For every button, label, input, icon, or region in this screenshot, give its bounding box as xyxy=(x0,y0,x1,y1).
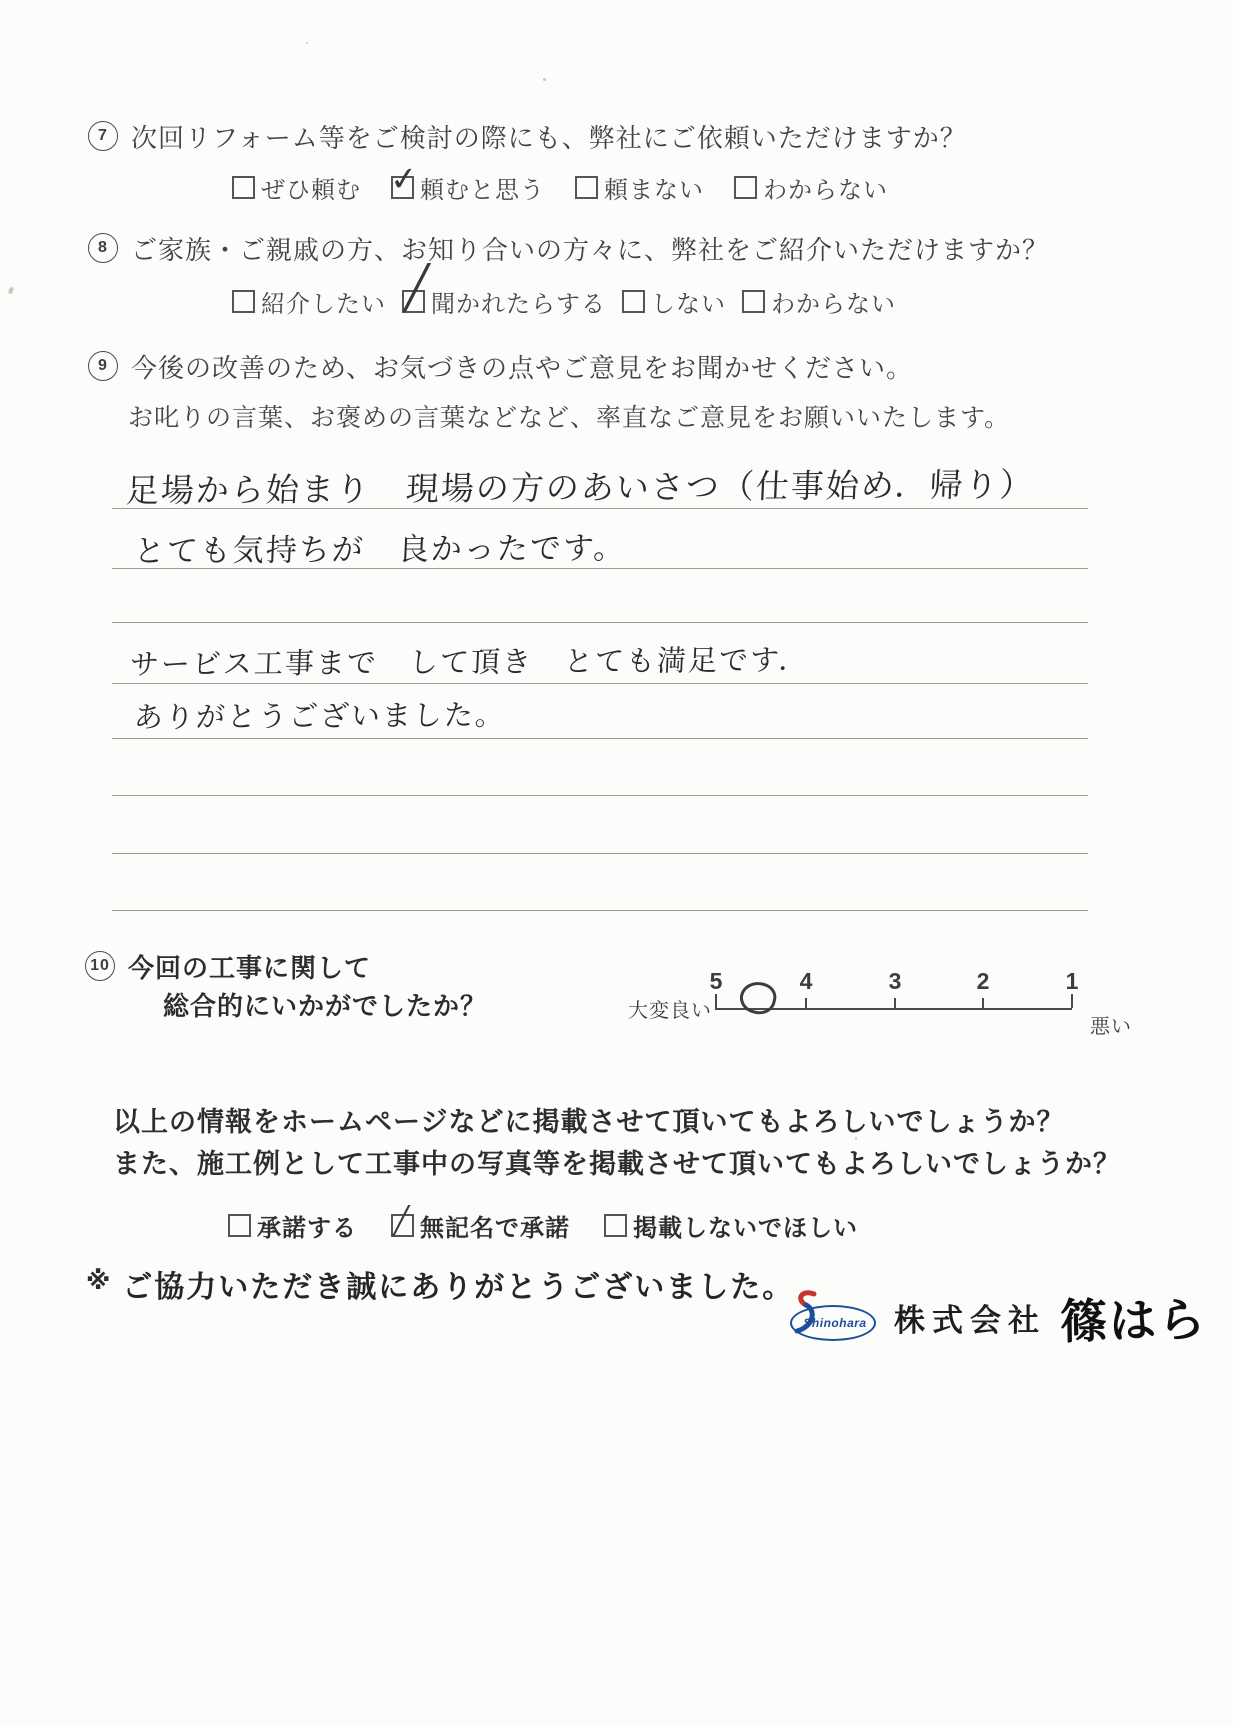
question-8 xyxy=(88,230,1049,267)
check-mark: ╱ xyxy=(393,1206,411,1236)
logo-s-swoosh-icon xyxy=(792,1288,818,1341)
footer-thanks xyxy=(86,1262,794,1306)
check-mark: ✓ xyxy=(388,158,421,199)
logo-wordmark: Shinohara xyxy=(803,1315,867,1330)
scan-speck xyxy=(306,42,308,44)
question-9-number: 9 xyxy=(88,351,118,381)
scale-tick-mark xyxy=(894,998,896,1008)
question-8-options xyxy=(232,264,896,319)
question-8-text: ご家族・ご親戚の方、お知り合いの方々に、弊社をご紹介いただけますか？ xyxy=(131,235,1050,265)
option-wakaranai-7 xyxy=(734,170,888,205)
question-10-number: 10 xyxy=(85,951,115,981)
question-9 xyxy=(88,348,913,385)
checkbox-kikaretara-suru[interactable] xyxy=(402,264,431,313)
footer-thanks-prefix: ※ xyxy=(86,1267,111,1295)
rating-scale[interactable] xyxy=(628,962,1188,1038)
option-shodaku-suru xyxy=(228,1208,357,1243)
option-label: 頼まない xyxy=(604,177,704,204)
scale-tick-1: 1 xyxy=(1065,968,1079,994)
option-label: 承諾する xyxy=(257,1215,357,1242)
checkbox-shinai[interactable] xyxy=(622,290,645,313)
company-logo-row xyxy=(790,1284,1207,1351)
question-10-text-line1: 今回の工事に関して xyxy=(128,953,372,983)
question-7-number: 7 xyxy=(88,121,118,151)
option-label: しない xyxy=(651,291,726,318)
scale-tick-mark xyxy=(805,998,807,1008)
handwritten-comment-1: 足場から始まり 現場の方のあいさつ（仕事始め．帰り） xyxy=(125,465,1036,510)
option-shokai-shitai xyxy=(232,284,386,319)
option-zehi-tanomu xyxy=(232,170,361,205)
checkbox-wakaranai-7[interactable] xyxy=(734,176,757,199)
question-10-text-line2: 総合的にいかがでしたか？ xyxy=(163,991,488,1021)
option-keisai-shinaide xyxy=(604,1208,858,1243)
option-tanomu-to-omou xyxy=(388,158,545,205)
question-7 xyxy=(88,118,967,155)
scale-left-label: 大変良い xyxy=(628,1000,712,1022)
comment-line xyxy=(112,738,1088,739)
handwritten-comment-2: とても気持ちが 良かったです。 xyxy=(133,530,628,569)
rating-circle-mark xyxy=(737,979,779,1018)
company-name: 篠はら xyxy=(1059,1294,1208,1350)
checkbox-zehi-tanomu[interactable] xyxy=(232,176,255,199)
scale-tick-4: 4 xyxy=(799,968,813,994)
scale-right-label: 悪い xyxy=(1090,1016,1132,1038)
question-9-text: 今後の改善のため、お気づきの点やご意見をお聞かせください。 xyxy=(131,353,913,383)
option-label: わからない xyxy=(763,177,888,204)
comment-line xyxy=(112,683,1088,684)
checkbox-keisai-shinaide[interactable] xyxy=(604,1214,627,1237)
question-9-subtext: お叱りの言葉、お褒めの言葉などなど、率直なご意見をお願いいたします。 xyxy=(128,404,1011,432)
option-shinai xyxy=(622,284,726,319)
option-label: 無記名で承諾 xyxy=(420,1215,570,1242)
scan-speck xyxy=(8,287,14,295)
scale-tick-3: 3 xyxy=(888,968,902,994)
comment-line xyxy=(112,795,1088,796)
checkbox-shokai-shitai[interactable] xyxy=(232,290,255,313)
check-mark: ╱ xyxy=(404,264,431,311)
scale-tick-2: 2 xyxy=(976,968,990,994)
question-10 xyxy=(85,948,371,985)
comment-line xyxy=(112,622,1088,623)
consent-text-line1: 以上の情報をホームページなどに掲載させて頂いてもよろしいでしょうか？ xyxy=(113,1107,1065,1137)
consent-text-line2: また、施工例として工事中の写真等を掲載させて頂いてもよろしいでしょうか？ xyxy=(113,1149,1121,1179)
scale-tick-mark xyxy=(715,994,717,1008)
option-label: 掲載しないでほしい xyxy=(633,1215,858,1242)
checkbox-tanomu-to-omou[interactable] xyxy=(388,158,421,199)
scale-tick-5: 5 xyxy=(709,968,723,994)
option-mukimei-de-shodaku xyxy=(391,1208,570,1243)
shinohara-logo xyxy=(790,1292,880,1344)
consent-options xyxy=(228,1208,858,1243)
option-tanomanai xyxy=(575,170,704,205)
footer-thanks-text: ご協力いただき誠にありがとうございました。 xyxy=(122,1271,795,1304)
option-label: 頼むと思う xyxy=(420,177,545,204)
scale-tick-mark xyxy=(982,998,984,1008)
checkbox-shodaku-suru[interactable] xyxy=(228,1214,251,1237)
comment-line xyxy=(112,910,1088,911)
option-label: わからない xyxy=(771,291,896,318)
checkbox-wakaranai-8[interactable] xyxy=(742,290,765,313)
checkbox-mukimei-de-shodaku[interactable] xyxy=(391,1206,414,1237)
handwritten-comment-4: ありがとうございました。 xyxy=(133,699,507,735)
option-label: 紹介したい xyxy=(261,291,386,318)
question-7-options xyxy=(232,158,888,205)
scale-tick-mark xyxy=(1071,994,1073,1008)
comment-line xyxy=(112,853,1088,854)
question-8-number: 8 xyxy=(88,233,118,263)
option-label: 聞かれたらする xyxy=(431,291,606,318)
handwritten-comment-3: サービス工事まで して頂き とても満足です． xyxy=(129,644,811,682)
company-prefix: 株式会社 xyxy=(894,1303,1046,1338)
scan-speck xyxy=(543,78,546,81)
option-wakaranai-8 xyxy=(742,284,896,319)
question-7-text: 次回リフォーム等をご検討の際にも、弊社にご依頼いただけますか？ xyxy=(131,123,967,153)
checkbox-tanomanai[interactable] xyxy=(575,176,598,199)
option-label: ぜひ頼む xyxy=(261,177,361,204)
option-kikaretara-suru xyxy=(402,264,606,319)
